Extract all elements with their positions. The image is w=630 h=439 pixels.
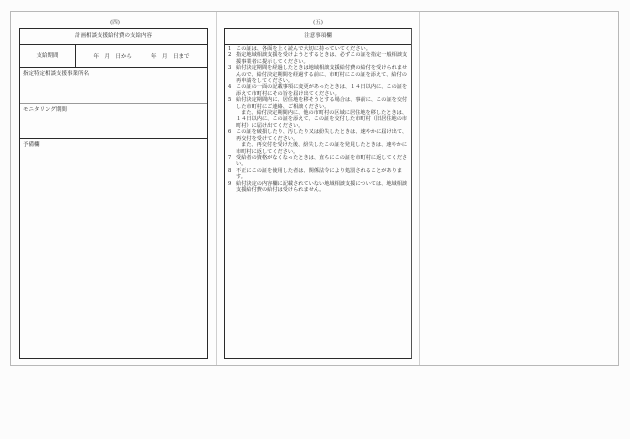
benefit-content-form <box>19 28 208 359</box>
note-item: 7 受給者の資格がなくなったときは、直ちにこの証を市町村に返してください。 <box>228 154 408 168</box>
payment-period-label: 支給期間 <box>20 45 76 67</box>
note-item: 2 指定地域相談支援を受けようとするときは、必ずこの証を指定一般相談支援事業者に提示してください。 <box>228 52 408 65</box>
note-item: 1 この証は、各面を上く読んで大切に持っていてください。 <box>228 46 371 52</box>
note-item: 3 給付決定期間を経過したときは地域相談支援給付費の給付を受けられませんので、給付決定期間を経過する前に、市町村にこの証を添えて、給付の再申請をしてください。 <box>228 65 408 85</box>
form-title: 計画相談支援給付費の支給内容 <box>20 29 207 45</box>
period-from: 年 月 日から <box>93 54 132 60</box>
note-item: 5 給付決定期間内に、居住地を移そうとする場合は、事前に、この証を交付した市町村にご連絡、ご相談ください。 また、給付決定期間内に、他の市町村の区域に居住地を移したときは、１４日以内に、この証を添えて、この証を交付した市町村（旧居住地の市町村）に届け出てください。 <box>228 97 408 129</box>
note-item: 8 不正にこの証を使用した者は、関係法令により処罰されることがあります。 <box>228 167 403 181</box>
field-label: 指定特定相談支援事業所名 <box>23 71 90 77</box>
note-item: 6 この証を破損したり、汚したり又は紛失したときは、速やかに届け出て、再交付を受けてください。 また、再交付を受けた後、紛失したこの証を発見したときは、速やかに市町村に返してください。 <box>228 129 408 155</box>
reserve-field <box>20 139 207 358</box>
page-number-label: (五) <box>313 20 323 26</box>
note-item: 4 この証の一面の記載事項に変更があったときは、１４日以内に、この証を添えて市町村にその旨を届け出てください。 <box>228 84 408 97</box>
payment-period-value <box>76 45 207 67</box>
notes-list <box>225 45 411 194</box>
field-label: モニタリング期間 <box>23 107 67 113</box>
notes-title: 注意事項欄 <box>225 29 411 45</box>
notes-form <box>224 28 412 359</box>
page-number-label: (四) <box>110 20 120 26</box>
designated-office-field <box>20 68 207 104</box>
note-item: 9 給付決定の内容欄に記載されていない地域相談支援については、地域相談支援給付費の給付は受けられません。 <box>228 180 408 193</box>
field-label: 予備欄 <box>23 142 40 148</box>
monitoring-period-field <box>20 104 207 139</box>
payment-period-row <box>20 45 207 68</box>
page-divider <box>216 12 217 365</box>
period-to: 年 月 日まで <box>150 54 190 60</box>
blank-page <box>420 12 618 365</box>
